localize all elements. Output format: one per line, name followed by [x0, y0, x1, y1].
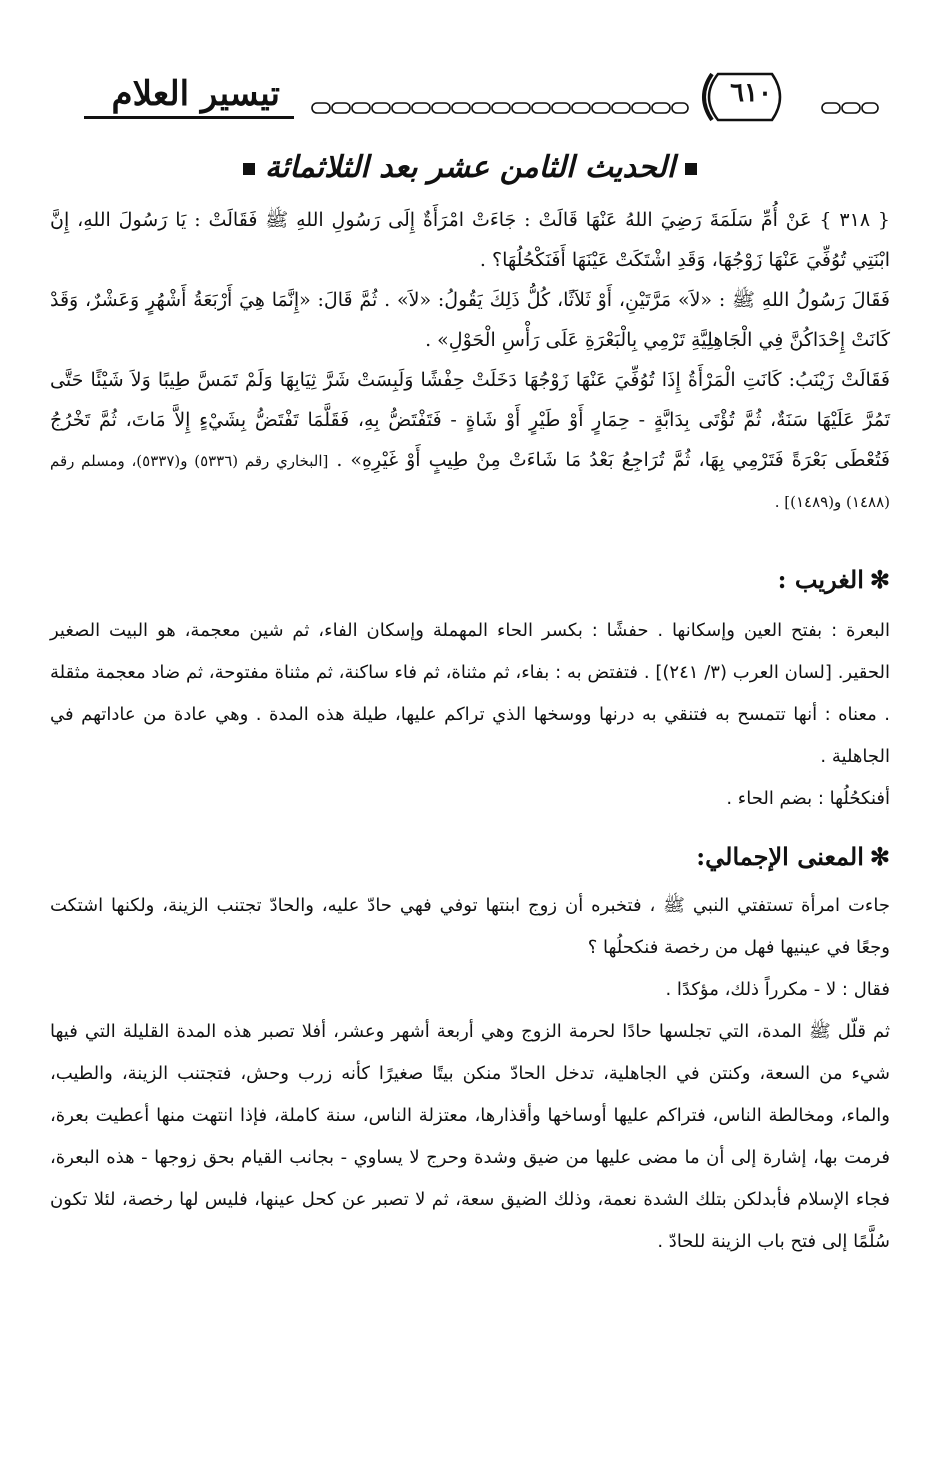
ijmali-paragraph-3: ثم قلّل ﷺ المدة، التي تجلسها حادًا لحرمة الزوج وهي أربعة أشهر وعشر، أفلا تصبر هذه المدة القليلة التي فيها شيء من السعة، وكنتن في الجاهلية، تدخل الحادّ منكن بيتًا صغيرًا كأنه زرب وحش، فتجتنب الزينة، والطيب، والماء، ومخالطة الناس، فتراكم عليها أوساخها وأقذارها، معتزلة الناس، سنة كاملة، فإذا انتهت منها أعطيت بعرة، فرمت بها، إشارة إلى أن ما مضى عليها من ضيق وشدة وحرج لا يساوي - بجانب القيام بحق زوجها - هذه البعرة، فجاء الإسلام فأبدلكن بتلك الشدة نعمة، وذلك الضيق سعة، ثم لا تصبر عن كحل عينها، فليس لها رخصة، لئلا تكون سُلَّمًا إلى فتح باب الزينة للحادّ .	[50, 1021, 890, 1252]
page-header	[60, 70, 880, 130]
page-number: ٦١٠	[730, 78, 772, 108]
ijmali-section	[50, 885, 890, 1263]
hadith-title	[60, 150, 880, 185]
title-underline	[84, 116, 294, 119]
gharib-paragraph-1: البعرة : بفتح العين وإسكانها . حفشًا : بكسر الحاء المهملة وإسكان الفاء، ثم شين معجمة، هو البيت الصغير الحقير. [لسان العرب (٣/ ٢٤١)] . فتفتض به : بفاء، ثم مثناة، ثم فاء ساكنة، ثم مثناة مفتوحة، ثم ضاد معجمة مثقلة . معناه : أنها تتمسح به فتنقي به درنها ووسخها الذي تراكم عليها، طيلة هذه المدة . وهي عادة من عاداتهم في الجاهلية .	[50, 620, 890, 767]
ijmali-heading-text: المعنى الإجمالي:	[696, 842, 864, 871]
ijmali-heading	[696, 842, 890, 871]
hadith-title-text: الحديث الثامن عشر بعد الثلاثمائة	[264, 150, 676, 185]
asterisk-icon: ✻	[869, 565, 890, 594]
matn-paragraph-1: { ٣١٨ } عَنْ أُمِّ سَلَمَةَ رَضِيَ اللهُ عَنْهَا قَالَتْ : جَاءَتْ امْرَأَةٌ إِلَى رَسُولِ اللهِ ﷺ فَقَالَتْ : يَا رَسُولَ اللهِ، إِنَّ ابْنَتِي تُوُفِّيَ عَنْهَا زَوْجُهَا، وَقَدِ اشْتَكَتْ عَيْنَهَا أَفَنَكْحُلُهَا؟ .	[50, 209, 890, 271]
gharib-paragraph-2: أفنكحُلُها : بضم الحاء .	[726, 788, 890, 809]
gharib-heading-text: الغريب :	[777, 565, 864, 594]
ijmali-paragraph-2: فقال : لا - مكرراً ذلك، مؤكدًا .	[665, 979, 890, 1000]
ornament-chain-small	[820, 100, 880, 116]
ornament-chain	[310, 100, 690, 116]
ijmali-paragraph-1: جاءت امرأة تستفتي النبي ﷺ ، فتخبره أن زوج ابنتها توفي فهي حادّ عليه، والحادّ تجتنب الزينة، ولكنها اشتكت وجعًا في عينيها فهل من رخصة فنكحلُها ؟	[50, 895, 890, 958]
matn-paragraph-2: فَقَالَ رَسُولُ اللهِ ﷺ : «لاَ» مَرَّتَيْنِ، أَوْ ثَلاَثًا، كُلُّ ذَلِكَ يَقُولُ: «لاَ» . ثُمَّ قَالَ: «إِنَّمَا هِيَ أَرْبَعَةُ أَشْهُرٍ وَعَشْرٌ، وَقَدْ كَانَتْ إِحْدَاكُنَّ فِي الْجَاهِلِيَّةِ تَرْمِي بِالْبَعْرَةِ عَلَى رَأْسِ الْحَوْلِ» .	[50, 289, 890, 351]
square-bullet-icon	[685, 163, 697, 175]
hadith-source: [البخاري رقم (٥٣٣٦) و(٥٣٣٧)، ومسلم رقم (١٤٨٨) و(١٤٨٩)] .	[50, 452, 890, 511]
square-bullet-icon	[243, 163, 255, 175]
matn-paragraph-3-text: فَقَالَتْ زَيْنَبُ: كَانَتِ الْمَرْأَةُ إِذَا تُوُفِّيَ عَنْهَا زَوْجُهَا دَخَلَتْ حِفْشًا وَلَبِسَتْ شَرَّ ثِيَابِهَا وَلَمْ تَمَسَّ طِيبًا وَلاَ شَيْئًا حَتَّى تَمُرَّ عَلَيْهَا سَنَةٌ، ثُمَّ تُؤْتَى بِدَابَّةٍ - حِمَارٍ أَوْ طَيْرٍ أَوْ شَاةٍ - فَتَفْتَضُّ بِهِ، فَقَلَّمَا تَفْتَضُّ بِشَيْءٍ إِلاَّ مَاتَ، ثُمَّ تَخْرُجُ فَتُعْطَى بَعْرَةً فَتَرْمِي بِهَا، ثُمَّ تُرَاجِعُ بَعْدُ مَا شَاءَتْ مِنْ طِيبٍ أَوْ غَيْرِهِ» .	[50, 369, 891, 471]
hadith-text	[50, 200, 890, 522]
gharib-heading	[778, 565, 890, 594]
asterisk-icon: ✻	[869, 842, 890, 871]
matn-paragraph-3	[50, 360, 890, 522]
gharib-section	[50, 610, 890, 820]
book-title: تيسير العلام	[111, 74, 280, 114]
